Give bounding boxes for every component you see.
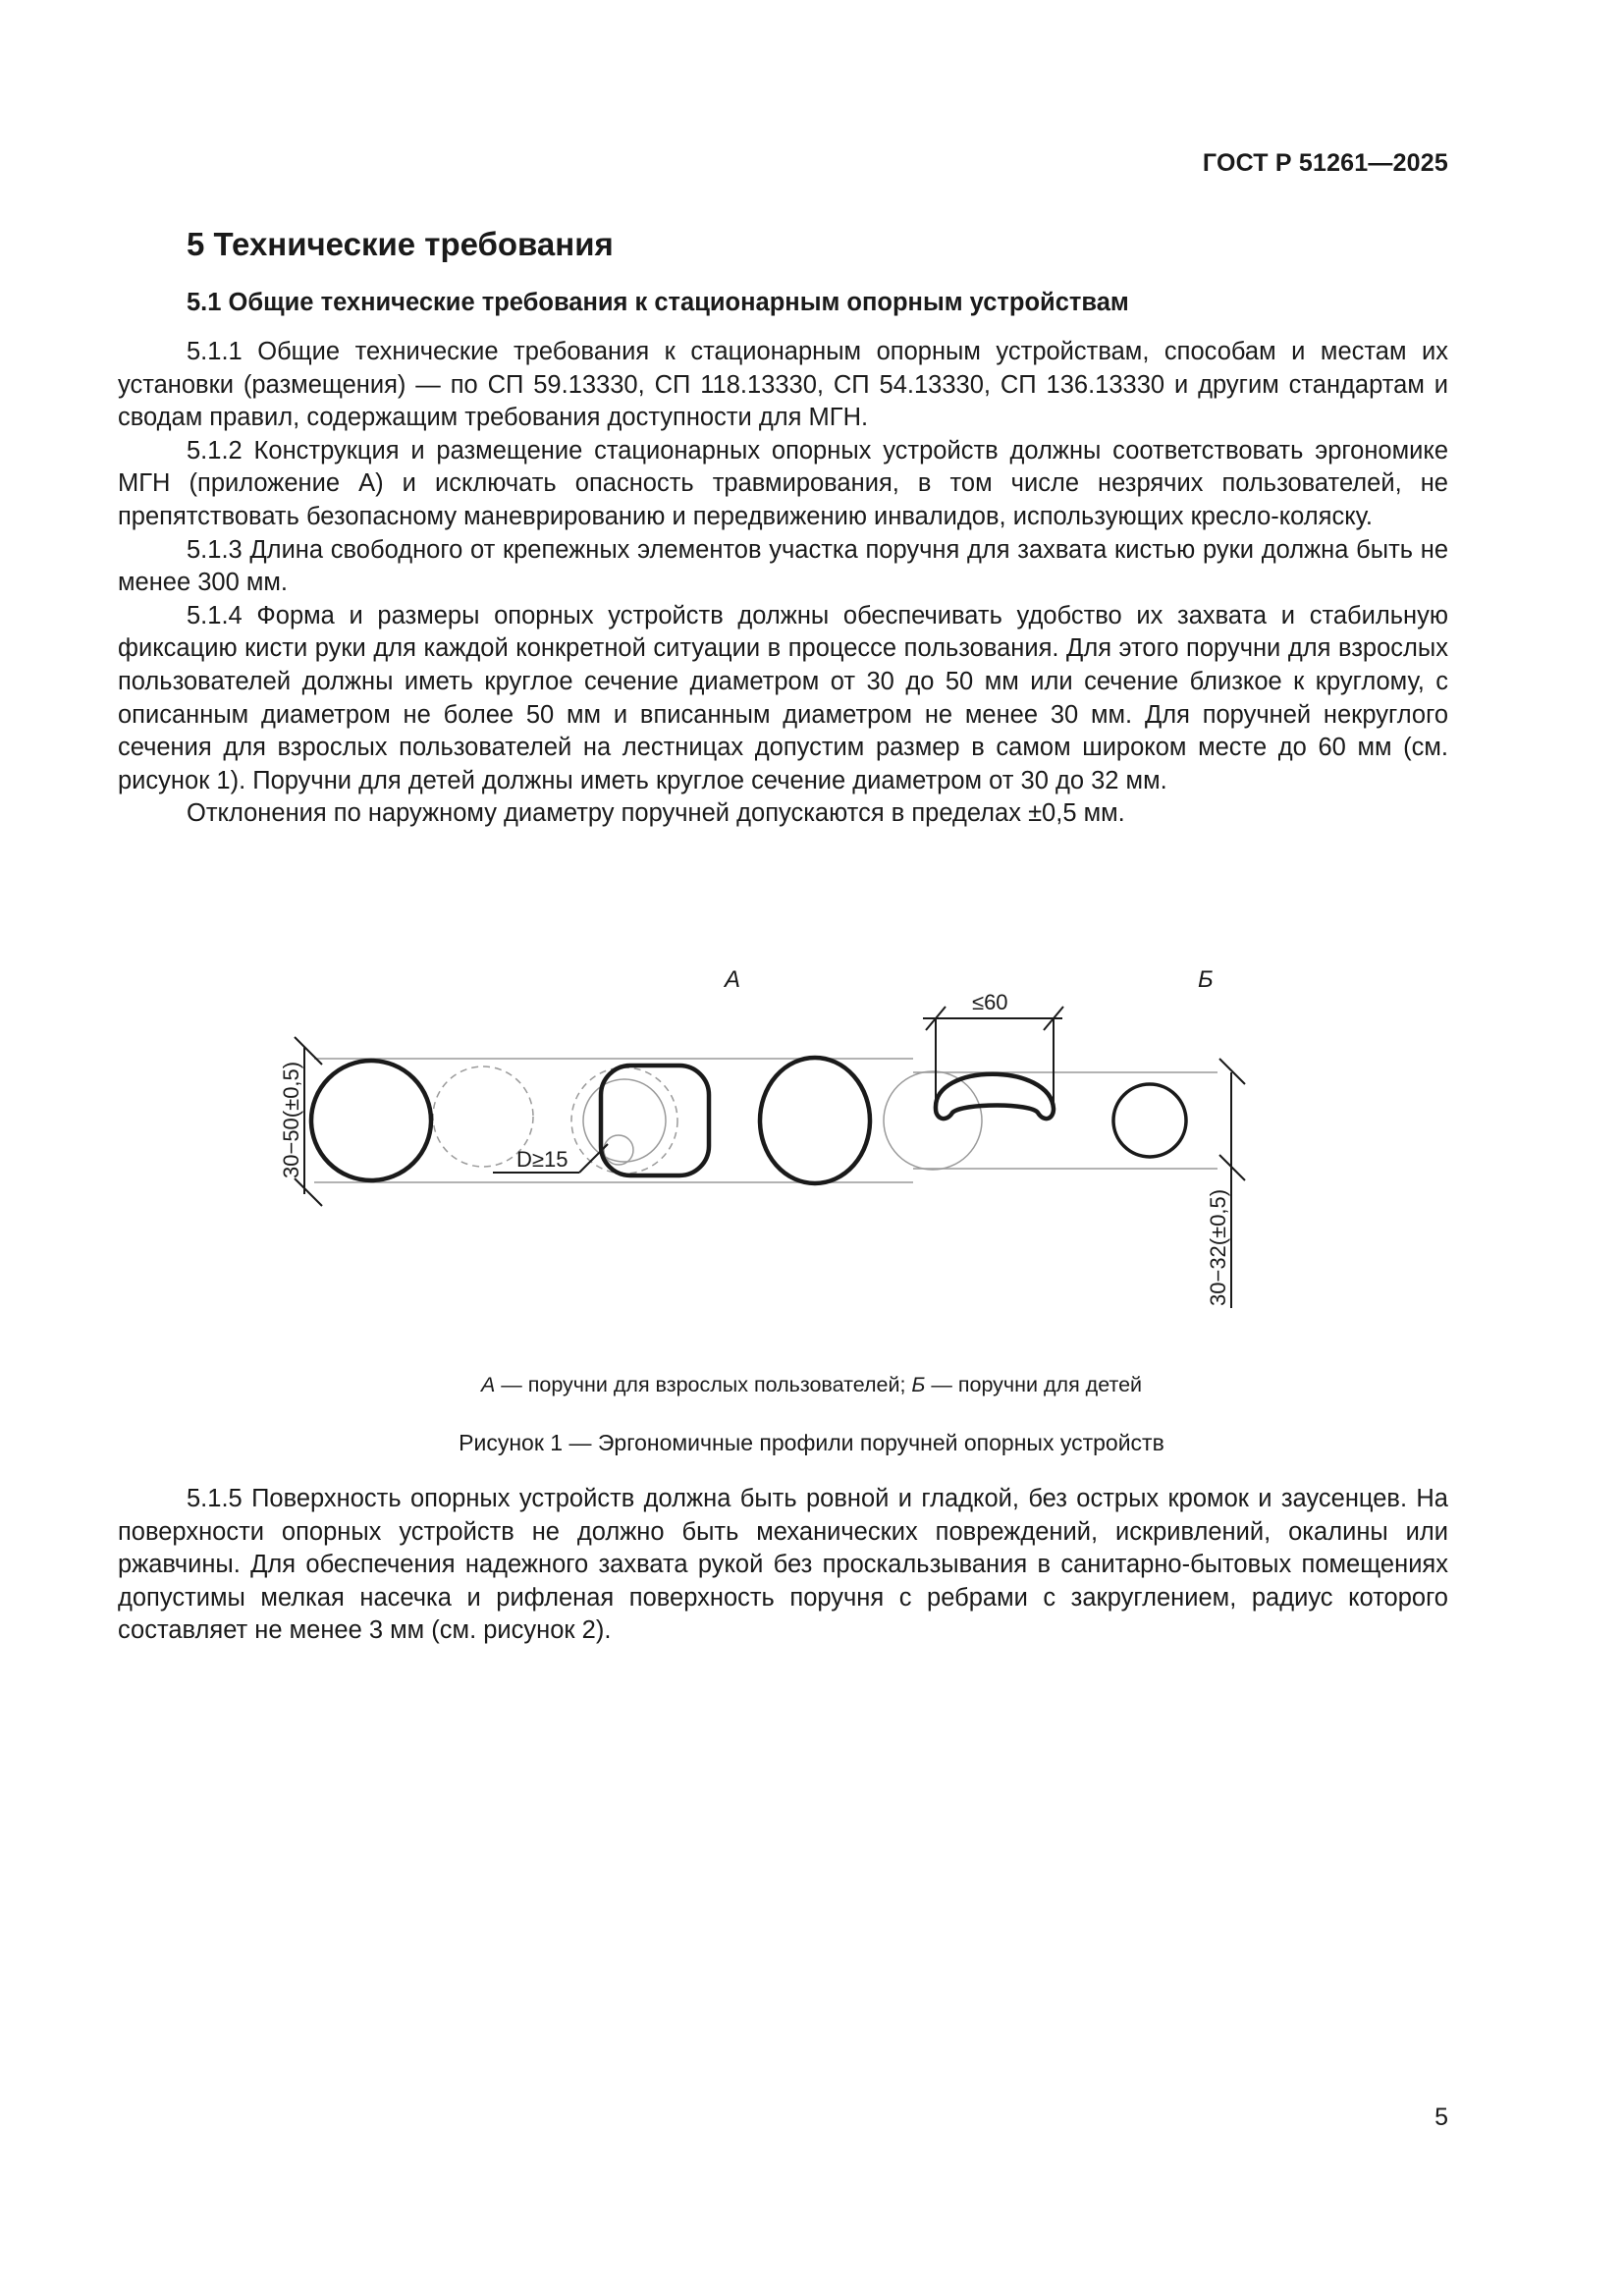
paragraph-5-1-3: 5.1.3 Длина свободного от крепежных элементов участка поручня для захвата кистью руки должна быть не менее 300 мм. (118, 535, 1448, 597)
profile-round-adult (311, 1061, 431, 1180)
paragraph-5-1-4: 5.1.4 Форма и размеры опорных устройств должны обеспечивать удобство их захвата и стабильную фиксацию кисти руки для каждой конкретной ситуации в процессе пользования. Для этого поручни для взрослых пользователей должны иметь круглое сечение диаметром от 30 до 50 мм или сечение близкое к круглому, с описанным диаметром не более 50 мм и вписанным диаметром не менее 30 мм. Для поручней некруглого сечения для взрослых пользователей на лестницах допустим размер в самом широком месте до 60 мм (см. рисунок 1). Поручни для детей должны иметь круглое сечение диаметром от 30 до 32 мм. (118, 601, 1448, 794)
figure-1-handrail-profiles (265, 943, 1286, 1326)
dimension-radius-label: D≥15 (516, 1147, 568, 1172)
document-header: ГОСТ Р 51261—2025 (1202, 149, 1448, 177)
dimension-adult-label: 30−50(±0,5) (279, 1061, 303, 1178)
profile-wide-mushroom (936, 1074, 1054, 1119)
handrail-profiles-drawing (265, 943, 1286, 1326)
profile-round-child (1113, 1084, 1186, 1157)
legend-letter-a: А (480, 1373, 496, 1396)
paragraph-5-1-5: 5.1.5 Поверхность опорных устройств должна быть ровной и гладкой, без острых кромок и заусенцев. На поверхности опорных устройств не должно быть механических повреждений, искривлений, окалины или ржавчины. Для обеспечения надежного захвата рукой без проскальзывания в санитарно-бытовых помещениях допустимы мелкая насечка и рифленая поверхность поручня с ребрами с закруглением, радиус которого составляет не менее 3 мм (см. рисунок 2). (118, 1485, 1448, 1645)
group-label-b: Б (1198, 966, 1214, 993)
group-label-a: А (725, 966, 741, 993)
profile-oval (760, 1058, 870, 1183)
legend-letter-b: Б (911, 1373, 926, 1396)
profile-rounded-square (601, 1066, 709, 1175)
dimension-width-label: ≤60 (972, 990, 1008, 1014)
legend-text-a: — поручни для взрослых пользователей; (495, 1373, 912, 1396)
paragraph-deviation: Отклонения по наружному диаметру поручней допускаются в пределах ±0,5 мм. (187, 799, 1125, 828)
construction-lines (314, 1059, 1217, 1182)
section-title: 5 Технические требования (187, 226, 614, 262)
figure-legend (0, 1373, 1623, 1397)
paragraph-5-1-2: 5.1.2 Конструкция и размещение стационарных опорных устройств должны соответствовать эргономике МГН (приложение А) и исключать опасность травмирования, в том числе незрячих пользователей, не препятствовать безопасному маневрированию и передвижению инвалидов, использующих кресло-коляску. (118, 436, 1448, 530)
dimension-child-label: 30−32(±0,5) (1206, 1188, 1230, 1306)
body-text-after-figure (118, 1483, 1448, 1648)
legend-text-b: — поручни для детей (925, 1373, 1143, 1396)
figure-caption: Рисунок 1 — Эргономичные профили поручней опорных устройств (459, 1430, 1164, 1455)
paragraph-5-1-1: 5.1.1 Общие технические требования к стационарным опорным устройствам, способам и местам их установки (размещения) — по СП 59.13330, СП 118.13330, СП 54.13330, СП 136.13330 и другим стандартам и сводам правил, содержащим требования доступности для МГН. (118, 338, 1448, 432)
body-text-before-figure (118, 336, 1448, 831)
dimension-width (923, 1007, 1063, 1109)
page-number: 5 (1434, 2104, 1448, 2131)
subsection-title: 5.1 Общие технические требования к стационарным опорным устройствам (187, 289, 1129, 316)
